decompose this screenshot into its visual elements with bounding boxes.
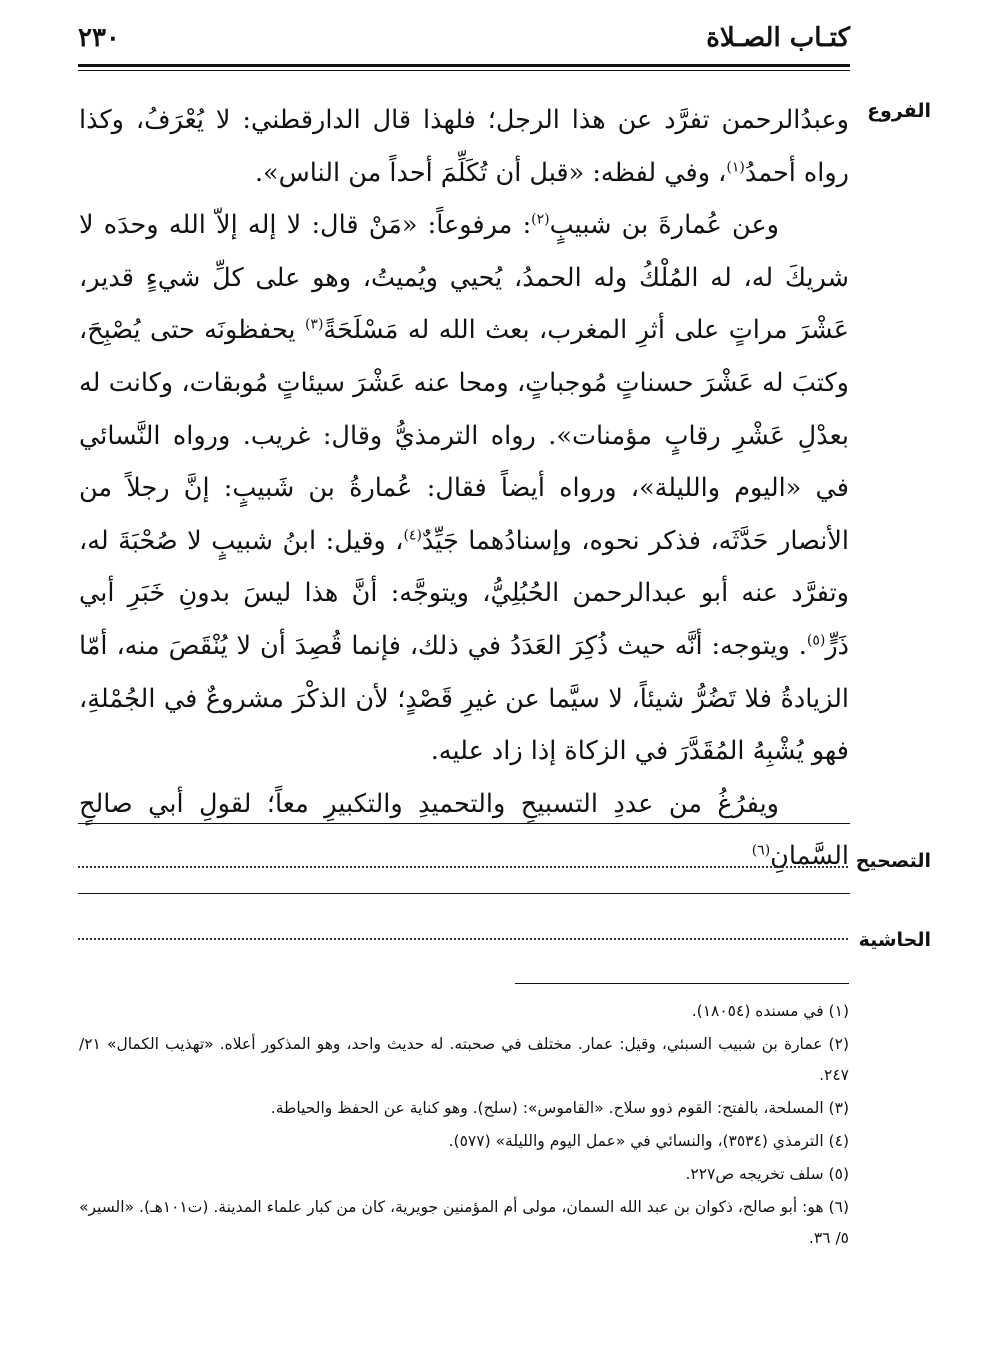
side-label-tashih: التصحيح [855, 850, 931, 872]
header-rule-thick [78, 64, 850, 67]
tashih-dotted-line[interactable] [78, 866, 848, 870]
paragraph-2: وعن عُمارةَ بن شبيبٍ$^{(٢)}$: مرفوعاً: «مَنْ قال: لا إله إلاّ الله وحدَه لا شريكَ له، له المُلْكُ وله الحمدُ، يُحيي ويُميتُ، وهو على كلِّ شيءٍ قدير، عَشْرَ مراتٍ على أثرِ المغرب، بعث الله له مَسْلَحَةً$^{(٣)}$ يحفظونَه حتى يُصْبِحَ، وكتبَ له عَشْرَ حسناتٍ مُوجباتٍ، ومحا عنه عَشْرَ سيئاتٍ مُوبقات، وكانت له بعدْلِ عَشْرِ رقابٍ مؤمنات». رواه الترمذيُّ وقال: غريب. ورواه النَّسائي في «اليوم والليلة»، ورواه أيضاً فقال: عُمارةُ بن شَبيبٍ: إنَّ رجلاً من الأنصار حَدَّثَه، فذكر نحوه، وإسنادُهما جَيِّدٌ$^{(٤)}$، وقيل: ابنُ شبيبٍ لا صُحْبَةَ له، وتفرَّد عنه أبو عبدالرحمن الحُبُلِيُّ، ويتوجَّه: أنَّ هذا ليسَ بدونِ خَبَرِ أبي ذَرٍّ$^{(٥)}$. ويتوجه: أنَّه حيث ذُكِرَ العَدَدُ في ذلك، فإنما قُصِدَ أن لا يُنْقَصَ منه، أمّا الزيادةُ فلا تَضُرُّ شيئاً، لا سيَّما عن غيرِ قَصْدٍ؛ لأن الذكْرَ مشروعٌ في الجُمْلةِ، فهو يُشْبِهُ المُقَدَّرَ في الزكاة إذا زاد عليه. [79, 210, 849, 767]
footnote-ref-6[interactable]: (٦) [751, 842, 771, 859]
footnote-ref-4[interactable]: (٤) [403, 527, 422, 544]
section-rule-1 [78, 823, 850, 824]
side-label-furu: الفروع [867, 100, 931, 122]
side-label-hashiya: الحاشية [858, 929, 931, 951]
footnote-6: (٦) هو: أبو صالح، ذكوان بن عبد الله السمان، مولى أم المؤمنين جويرية، كان من كبار علماء المدينة. (ت١٠١هـ). «السير» ٥/ ٣٦. [79, 1198, 849, 1247]
footnote-ref-5[interactable]: (٥) [806, 632, 826, 649]
footnotes [79, 996, 849, 1256]
footnote-4: (٤) الترمذي (٣٥٣٤)، والنسائي في «عمل اليوم والليلة» (٥٧٧). [448, 1132, 849, 1150]
section-rule-2 [78, 893, 850, 894]
footnote-3: (٣) المسلحة، بالفتح: القوم ذوو سلاح. «القاموس»: (سلح). وهو كناية عن الحفظ والحياطة. [270, 1099, 849, 1117]
page-header [78, 18, 850, 58]
chapter-title: كتـاب الصـلاة [706, 23, 850, 53]
hashiya-dotted-line[interactable] [78, 938, 848, 942]
footnote-2: (٢) عمارة بن شبيب السبئي، وقيل: عمار. مختلف في صحبته. له حديث واحد، وهو المذكور أعلاه. «تهذيب الكمال» ٢١/ ٢٤٧. [79, 1035, 849, 1084]
header-rule-thin [78, 70, 850, 71]
footnote-1: (١) في مسنده (١٨٠٥٤). [691, 1002, 849, 1020]
paragraph-1: وعبدُالرحمن تفرَّد عن هذا الرجل؛ فلهذا قال الدارقطني: لا يُعْرَفُ، وكذا رواه أحمدُ$^{(١)}$، وفي لفظه: «قبل أن تُكَلِّمَ أحداً من الناس». [79, 105, 849, 188]
main-text [79, 94, 849, 883]
footnote-5: (٥) سلف تخريجه ص٢٢٧. [685, 1165, 849, 1183]
footnote-ref-1[interactable]: (١) [726, 159, 745, 176]
footnote-ref-3[interactable]: (٣) [304, 316, 324, 333]
paragraph-3: ويفرُغُ من عددِ التسبيحِ والتحميدِ والتكبيرِ معاً؛ لقولِ أبي صالحٍ السَّمانِ$^{(٦)}$ [79, 788, 849, 872]
page-number: ٢٣٠ [78, 23, 120, 53]
footnote-ref-2[interactable]: (٢) [531, 211, 550, 228]
footnote-separator [515, 983, 849, 984]
